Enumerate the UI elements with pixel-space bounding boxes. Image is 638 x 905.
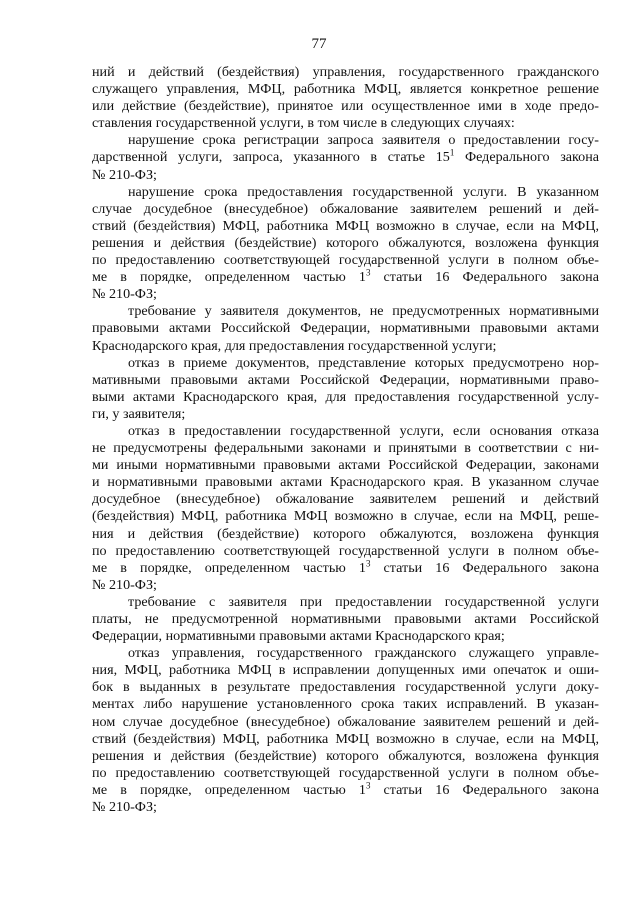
text-line: или действие (бездействие), принятое или осуществленное ими в ходе предо- xyxy=(92,98,599,115)
text-line: бок в выданных в результате предоставления государственной услуги доку- xyxy=(92,679,599,696)
text-line: решения и действия (бездействие) которого обжалуются, возложена функция xyxy=(92,234,599,251)
text-line: случае досудебное (внесудебное) обжалование заявителем решений и дей- xyxy=(92,200,599,217)
text-line: ги, у заявителя; xyxy=(92,405,186,422)
paragraph-first-line: требование с заявителя при предоставлении государственной услуги xyxy=(128,593,599,610)
text-line: досудебное (внесудебное) обжалование заявителем решений и действий xyxy=(92,491,599,508)
text-line: № 210-ФЗ; xyxy=(92,166,157,183)
paragraph-first-line: нарушение срока регистрации запроса заявителя о предоставлении госу- xyxy=(128,132,599,149)
text-line: выми актами Краснодарского края, для предоставления государственной услу- xyxy=(92,388,599,405)
text-line: мативными правовыми актами Российской Федерации, нормативными право- xyxy=(92,371,599,388)
text-line: решения и действия (бездействие) которого обжалуются, возложена функция xyxy=(92,747,599,764)
text-line: (бездействия) МФЦ, работника МФЦ возможно в случае, если на МФЦ, реше- xyxy=(92,508,599,525)
text-line: ния, МФЦ, работника МФЦ в исправлении допущенных ими опечаток и оши- xyxy=(92,662,599,679)
text-line: № 210-ФЗ; xyxy=(92,286,157,303)
text-line: не предусмотрены федеральными законами и принятыми в соответствии с ни- xyxy=(92,440,599,457)
paragraph-first-line: требование у заявителя документов, не предусмотренных нормативными xyxy=(128,303,599,320)
paragraph-first-line: отказ в приеме документов, представление которых предусмотрено нор- xyxy=(128,354,599,371)
text-line: ствий (бездействия) МФЦ, работника МФЦ возможно в случае, если на МФЦ, xyxy=(92,217,599,234)
text-line: Федерации, нормативными правовыми актами Краснодарского края; xyxy=(92,628,505,645)
page-number: 77 xyxy=(311,36,327,52)
text-line: ном случае досудебное (внесудебное) обжалование заявителем решений и дей- xyxy=(92,713,599,730)
text-line: и нормативными правовыми актами Краснодарского края. В указанном случае xyxy=(92,474,599,491)
body-text xyxy=(92,64,599,816)
text-line: платы, не предусмотренной нормативными правовыми актами Российской xyxy=(92,611,599,627)
text-line: ния и действия (бездействие) которого обжалуются, возложена функция xyxy=(92,525,599,542)
text-line: ментах либо нарушение установленного срока таких исправлений. В указан- xyxy=(92,696,599,713)
text-line: по предоставлению соответствующей государственной услуги в полном объе- xyxy=(92,542,599,559)
text-line: ставления государственной услуги, в том числе в следующих случаях: xyxy=(92,115,515,132)
text-line: ми иными нормативными правовыми актами Российской Федерации, законами xyxy=(92,457,599,474)
paragraph-first-line: отказ в предоставлении государственной услуги, если основания отказа xyxy=(128,422,599,439)
text-line: ме в порядке, определенном частью $1^3$ статьи 16 Федерального закона xyxy=(92,558,599,576)
text-line: служащего управления, МФЦ, работника МФЦ, является конкретное решение xyxy=(92,81,599,98)
text-line: ствий (бездействия) МФЦ, работника МФЦ возможно в случае, если на МФЦ, xyxy=(92,730,599,747)
text-line: № 210-ФЗ; xyxy=(92,799,157,816)
text-line: № 210-ФЗ; xyxy=(92,576,157,593)
paragraph-first-line: отказ управления, государственного гражданского служащего управле- xyxy=(128,645,599,662)
text-line: ний и действий (бездействия) управления, государственного гражданского xyxy=(92,64,599,80)
text-line: ме в порядке, определенном частью $1^3$ статьи 16 Федерального закона xyxy=(92,267,599,286)
paragraph-first-line: нарушение срока предоставления государственной услуги. В указанном xyxy=(128,183,599,200)
text-line: Краснодарского края, для предоставления государственной услуги; xyxy=(92,337,497,354)
text-line: по предоставлению соответствующей государственной услуги в полном объе- xyxy=(92,764,599,781)
text-line: дарственной услуги, запроса, указанного в статье $15^1$ Федерального закона xyxy=(92,147,599,166)
text-line: правовыми актами Российской Федерации, нормативными правовыми актами xyxy=(92,320,599,337)
text-line: по предоставлению соответствующей государственной услуги в полном объе- xyxy=(92,252,599,269)
text-line: ме в порядке, определенном частью $1^3$ статьи 16 Федерального закона xyxy=(92,780,599,798)
